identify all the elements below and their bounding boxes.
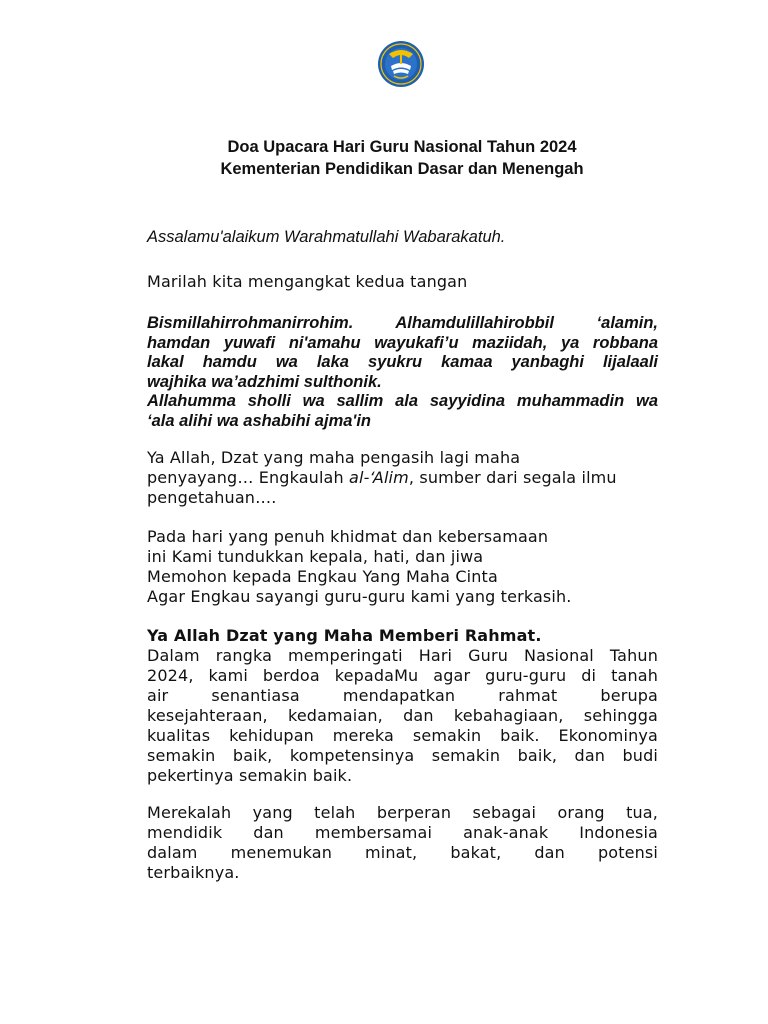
document-title: Doa Upacara Hari Guru Nasional Tahun 2024 xyxy=(227,138,577,156)
kemendikbud-logo-icon xyxy=(376,40,426,88)
paragraph-line: air senantiasa mendapatkan rahmat berupa xyxy=(147,686,658,705)
opening-prayer xyxy=(147,314,658,431)
paragraph-line: pengetahuan…. xyxy=(147,488,277,507)
paragraph-4 xyxy=(147,803,658,883)
section-heading: Ya Allah Dzat yang Maha Memberi Rahmat. xyxy=(147,626,542,645)
paragraph-3 xyxy=(147,626,658,786)
paragraph-2 xyxy=(147,527,658,607)
paragraph-line: ini Kami tundukkan kepala, hati, dan jiwa xyxy=(147,547,484,566)
paragraph-line: terbaiknya. xyxy=(147,863,240,882)
document-subtitle: Kementerian Pendidikan Dasar dan Menengah xyxy=(220,160,584,178)
paragraph-line: dalam menemukan minat, bakat, dan potensi xyxy=(147,843,658,862)
paragraph-line: Merekalah yang telah berperan sebagai orang tua, xyxy=(147,803,658,822)
paragraph-line: Dalam rangka memperingati Hari Guru Nasional Tahun xyxy=(147,646,658,665)
opening-line: lakal hamdu wa laka syukru kamaa yanbaghi lijalaali xyxy=(147,353,658,371)
paragraph-line: semakin baik, kompetensinya semakin baik, dan budi xyxy=(147,746,658,765)
paragraph-line: kualitas kehidupan mereka semakin baik. Ekonominya xyxy=(147,726,658,745)
opening-line: wajhika wa’adzhimi sulthonik. xyxy=(147,372,382,391)
al-alim-term: al-‘Alim xyxy=(349,468,409,487)
paragraph-line: Ya Allah, Dzat yang maha pengasih lagi maha xyxy=(147,448,521,467)
opening-line: Bismillahirrohmanirrohim. Alhamdulillahirobbil ‘alamin, xyxy=(147,314,658,332)
paragraph-1 xyxy=(147,448,658,508)
paragraph-line: 2024, kami berdoa kepadaMu agar guru-guru di tanah xyxy=(147,666,658,685)
opening-line: hamdan yuwafi ni'amahu wayukafi’u maziidah, ya robbana xyxy=(147,333,658,352)
greeting: Assalamu'alaikum Warahmatullahi Wabarakatuh. xyxy=(147,228,506,246)
paragraph-line: kesejahteraan, kedamaian, dan kebahagiaan, sehingga xyxy=(147,706,658,725)
paragraph-line: penyayang… Engkaulah al-‘Alim, sumber dari segala ilmu xyxy=(147,468,617,487)
paragraph-line: Agar Engkau sayangi guru-guru kami yang terkasih. xyxy=(147,587,572,606)
paragraph-line: mendidik dan membersamai anak-anak Indonesia xyxy=(147,823,658,842)
paragraph-line: pekertinya semakin baik. xyxy=(147,766,353,785)
opening-line: ‘ala alihi wa ashabihi ajma'in xyxy=(147,411,372,430)
invitation: Marilah kita mengangkat kedua tangan xyxy=(147,272,468,291)
paragraph-line: Pada hari yang penuh khidmat dan kebersamaan xyxy=(147,527,549,546)
opening-line: Allahumma sholli wa sallim ala sayyidina muhammadin wa xyxy=(147,392,658,410)
paragraph-line: Memohon kepada Engkau Yang Maha Cinta xyxy=(147,567,498,586)
